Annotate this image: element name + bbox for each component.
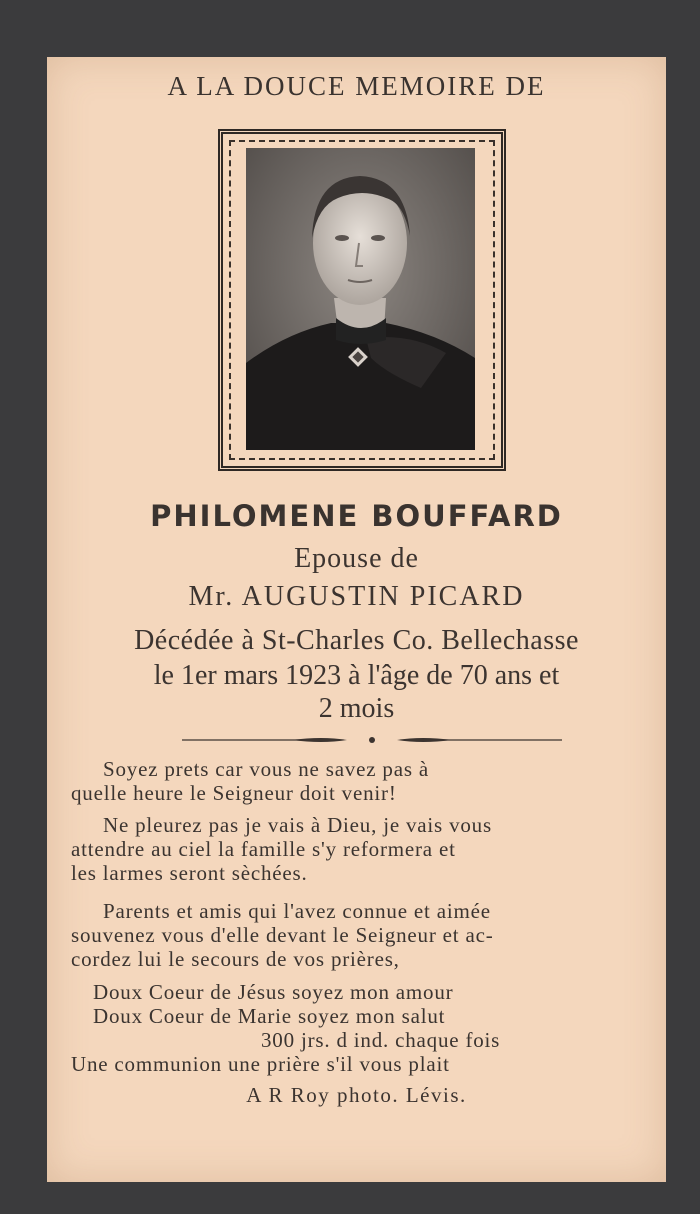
- death-place: Décédée à St-Charles Co. Bellechasse: [134, 625, 579, 656]
- spouse-name: Mr. AUGUSTIN PICARD: [188, 581, 525, 612]
- paragraph-line: attendre au ciel la famille s'y reformera et: [71, 837, 456, 861]
- card-heading: A LA DOUCE MEMOIRE DE: [167, 71, 546, 101]
- paragraph-request: [71, 899, 661, 971]
- paragraph-verse: [71, 757, 661, 805]
- paragraph-consolation: [71, 813, 661, 885]
- paragraph-line: cordez lui le secours de vos prières,: [71, 947, 400, 971]
- portrait-photo: [246, 148, 475, 450]
- paragraph-line: Ne pleurez pas je vais à Dieu, je vais vous: [103, 813, 492, 837]
- paragraph-line: Une communion une prière s'il vous plait: [71, 1052, 450, 1076]
- spouse-line: Epouse de: [294, 543, 419, 574]
- deceased-name: PHILOMENE BOUFFARD: [150, 499, 563, 533]
- paragraph-line: les larmes seront sèchées.: [71, 861, 308, 885]
- paragraph-line: Doux Coeur de Jésus soyez mon amour: [93, 980, 454, 1004]
- paragraph-line: 300 jrs. d ind. chaque fois: [261, 1028, 501, 1052]
- paragraph-line: Soyez prets car vous ne savez pas à: [103, 757, 429, 781]
- paragraph-line: Parents et amis qui l'avez connue et aimée: [103, 899, 491, 923]
- paragraph-line: souvenez vous d'elle devant le Seigneur et ac-: [71, 923, 494, 947]
- photographer-credit: A R Roy photo. Lévis.: [246, 1083, 467, 1107]
- death-date: le 1er mars 1923 à l'âge de 70 ans et: [153, 660, 560, 691]
- ornamental-divider: [182, 733, 562, 747]
- paragraph-line: quelle heure le Seigneur doit venir!: [71, 781, 397, 805]
- paragraph-prayer: [71, 980, 661, 1076]
- paragraph-line: Doux Coeur de Marie soyez mon salut: [93, 1004, 446, 1028]
- death-age-months: 2 mois: [318, 693, 395, 724]
- memorial-card: [47, 57, 666, 1182]
